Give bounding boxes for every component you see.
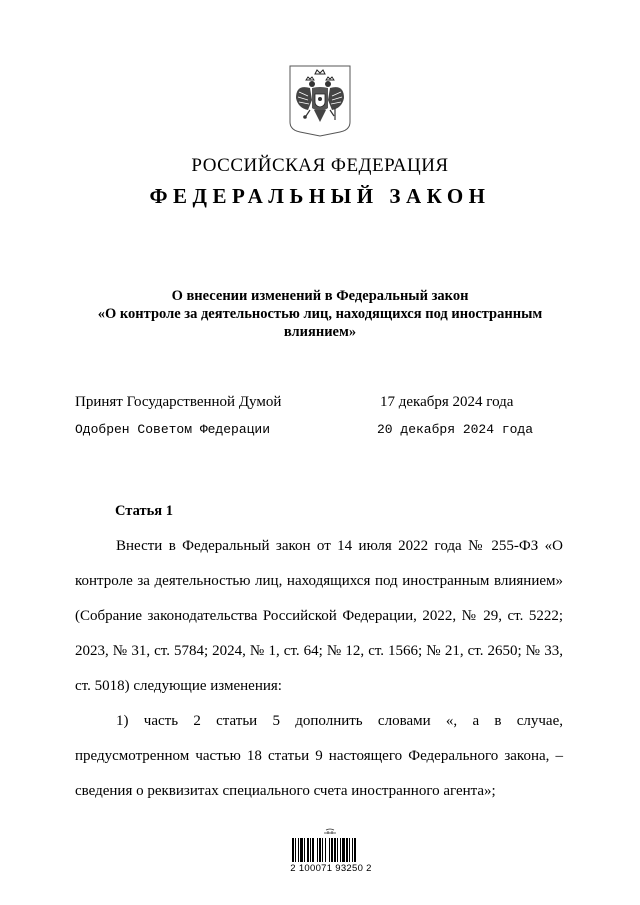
approved-by-council-label: Одобрен Советом Федерации bbox=[75, 422, 271, 437]
article-paragraph bbox=[75, 529, 563, 704]
law-title-line: О внесении изменений в Федеральный закон bbox=[171, 288, 469, 304]
approved-date: 20 декабря 2024 года bbox=[377, 422, 534, 437]
law-title-line: влиянием» bbox=[283, 324, 357, 340]
article-paragraph-text: Внести в Федеральный закон от 14 июля 2022 года № 255-ФЗ «О контроле за деятельностью лиц, находящихся под иностранным влиянием» (Собрание законодательства Российской Федерации, 2022, № 29, ст. 5222; 2023, № 31, ст. 5784; 2024, № 1, ст. 64; № 12, ст. 1566; № 21, ст. 2650; № 33, ст. 5018) следующие изменения: bbox=[75, 538, 563, 694]
coat-of-arms-emblem bbox=[288, 64, 352, 138]
article-paragraph-text: 1) часть 2 статьи 5 дополнить словами «, а в случае, предусмотренном частью 18 статьи 9 настоящего Федерального закона, – сведения о реквизитах специального счета иностранного агента»; bbox=[75, 713, 563, 799]
adopted-date: 17 декабря 2024 года bbox=[380, 394, 514, 410]
article-paragraph bbox=[75, 704, 563, 809]
law-title bbox=[70, 287, 570, 341]
country-heading: РОССИЙСКАЯ ФЕДЕРАЦИЯ bbox=[191, 155, 449, 176]
law-title-line: «О контроле за деятельностью лиц, находящихся под иностранным bbox=[97, 306, 543, 322]
barcode-number: 2 100071 93250 2 bbox=[290, 863, 372, 874]
article-heading: Статья 1 bbox=[115, 503, 173, 519]
document-type-heading: ФЕДЕРАЛЬНЫЙ ЗАКОН bbox=[149, 184, 491, 208]
adopted-by-duma-label: Принят Государственной Думой bbox=[75, 394, 282, 410]
